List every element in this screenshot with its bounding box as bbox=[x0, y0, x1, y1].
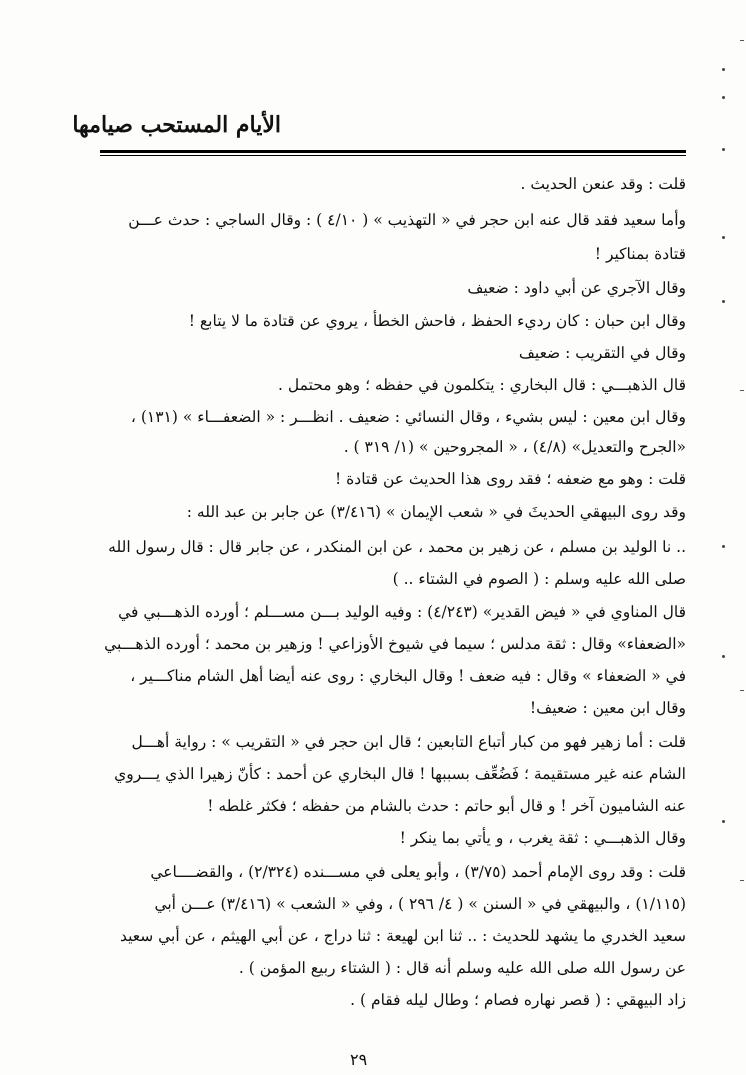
margin-mark bbox=[722, 236, 725, 239]
text-line: في « الضعفاء » وقال : فيه ضعف ! وقال البخاري : روى عنه أيضا أهل الشام مناكـــير ، bbox=[130, 667, 686, 685]
text-line: قال الذهبـــي : قال البخاري : يتكلمون في حفظه ؛ وهو محتمل . bbox=[278, 376, 686, 394]
text-line: قلت : وقد عنعن الحديث . bbox=[520, 175, 686, 193]
text-line: قلت : وقد روى الإمام أحمد (٣/٧٥) ، وأبو يعلى في مســـنده (٢/٣٢٤) ، والقضــــاعي bbox=[150, 863, 686, 881]
margin-mark bbox=[722, 96, 725, 99]
text-line: قتادة بمناكير ! bbox=[594, 245, 686, 263]
text-line: قال المناوي في « فيض القدير» (٤/٢٤٣) : وفيه الوليد بـــن مســـلم ؛ أورده الذهـــبي في bbox=[118, 603, 686, 621]
text-line: قلت : وهو مع ضعفه ؛ فقد روى هذا الحديث عن قتادة ! bbox=[335, 470, 686, 488]
text-line: وقال الذهبـــي : ثقة يغرب ، و يأتي بما ينكر ! bbox=[399, 829, 686, 847]
margin-mark bbox=[740, 880, 744, 881]
text-line: وقال في التقريب : ضعيف bbox=[518, 344, 686, 362]
text-line: (١/١١٥) ، والبيهقي في « السنن » ( ٤/ ٢٩٦ ) ، وفي « الشعب » (٣/٤١٦) عـــن أبي bbox=[154, 895, 686, 913]
text-line: الشام عنه غير مستقيمة ؛ فَضُعِّف بسببها ! قال البخاري عن أحمد : كأنّ زهيرا الذي يـــروي bbox=[114, 765, 686, 783]
header-rule-thin bbox=[100, 155, 686, 156]
text-line: وقال ابن معين : ضعيف! bbox=[529, 699, 686, 717]
header-rule bbox=[100, 150, 686, 153]
text-line: وقال الآجري عن أبي داود : ضعيف bbox=[467, 279, 686, 297]
margin-mark bbox=[740, 390, 744, 391]
text-line: وأما سعيد فقد قال عنه ابن حجر في « التهذيب » ( ٤/١٠ ) : وقال الساجي : حدث عـــن bbox=[128, 211, 686, 229]
margin-mark bbox=[722, 300, 725, 303]
margin-mark bbox=[722, 545, 725, 548]
text-line: وقال ابن معين : ليس بشيء ، وقال النسائي : ضعيف . انظـــر : « الضعفـــاء » (١٣١) ، bbox=[130, 408, 686, 426]
text-line: .. نا الوليد بن مسلم ، عن زهير بن محمد ، عن ابن المنكدر ، عن جابر قال : قال رسول الله bbox=[108, 538, 686, 556]
margin-mark bbox=[722, 148, 725, 151]
margin-mark bbox=[740, 690, 744, 691]
text-line: وقد روى البيهقي الحديثَ في « شعب الإيمان » (٣/٤١٦) عن جابر بن عبد الله : bbox=[186, 503, 686, 521]
text-line: «الجرح والتعديل» (٤/٨) ، « المجروحين » (١/ ٣١٩ ) . bbox=[343, 438, 686, 456]
text-line: «الضعفاء» وقال : ثقة مدلس ؛ سيما في شيوخ الأوزاعي ! وزهير بن محمد ؛ أورده الذهـــبي bbox=[104, 635, 686, 653]
page-title: الأيام المستحب صيامها bbox=[72, 112, 281, 138]
text-line: عنه الشاميون آخر ! و قال أبو حاتم : حدث بالشام من حفظه ؛ فكثر غلطه ! bbox=[207, 797, 686, 815]
text-line: وقال ابن حبان : كان رديء الحفظ ، فاحش الخطأ ، يروي عن قتادة ما لا يتابع ! bbox=[188, 312, 686, 330]
text-line: قلت : أما زهير فهو من كبار أتباع التابعين ؛ قال ابن حجر في « التقريب » : رواية أهـــل bbox=[131, 733, 686, 751]
text-line: زاد البيهقي : ( قصر نهاره فصام ؛ وطال ليله فقام ) . bbox=[350, 991, 686, 1009]
margin-mark bbox=[722, 68, 725, 71]
text-line: سعيد الخدري ما يشهد للحديث : .. ثنا ابن لهيعة : ثنا دراج ، عن أبي الهيثم ، عن أبي سعيد bbox=[119, 927, 686, 945]
page-number: ٢٩ bbox=[350, 1050, 368, 1069]
text-line: صلى الله عليه وسلم : ( الصوم في الشتاء .. ) bbox=[392, 570, 686, 588]
margin-mark bbox=[740, 40, 744, 41]
text-line: عن رسول الله صلى الله عليه وسلم أنه قال : ( الشتاء ربيع المؤمن ) . bbox=[238, 959, 686, 977]
margin-mark bbox=[722, 820, 725, 823]
margin-mark bbox=[722, 655, 725, 658]
